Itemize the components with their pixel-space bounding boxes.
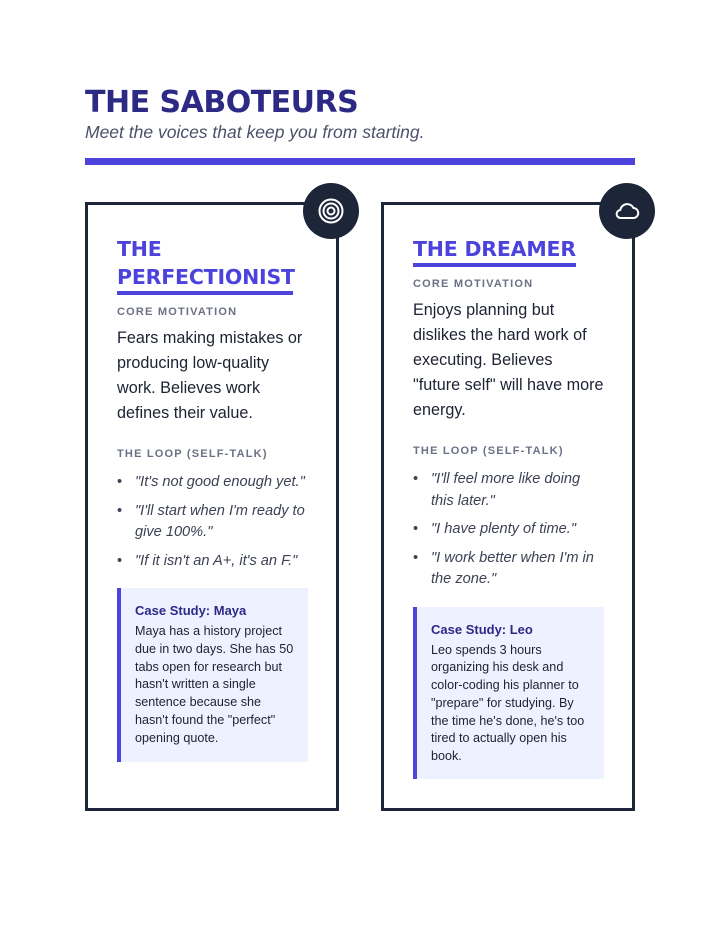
loop-label: THE LOOP (SELF-TALK) (117, 448, 268, 460)
page-header (85, 86, 636, 143)
case-study-text: Maya has a history project due in two days. She has 50 tabs open for research but hasn't written a single sentence because she hasn't found the "perfect" opening quote. (135, 624, 294, 745)
list-item: • "I'll feel more like doing this later." (413, 469, 604, 512)
case-study-box (117, 588, 308, 762)
list-item: • "If it isn't an A+, it's an F." (117, 551, 308, 573)
motivation-label: CORE MOTIVATION (117, 306, 238, 318)
cloud-icon (599, 183, 655, 239)
motivation-text: Enjoys planning but dislikes the hard work of executing. Believes "future self" will have more energy. (413, 301, 604, 419)
card-title (413, 235, 576, 267)
page-title: THE SABOTEURS (85, 85, 359, 120)
saboteur-card-dreamer (381, 202, 635, 811)
self-talk-list (413, 469, 604, 591)
case-study-title: Case Study: Leo (431, 621, 533, 637)
card-title-line-2: PERFECTIONIST (117, 265, 295, 289)
list-item: • "I have plenty of time." (413, 519, 604, 541)
saboteur-card-perfectionist (85, 202, 339, 811)
list-item: • "It's not good enough yet." (117, 472, 308, 494)
motivation-label: CORE MOTIVATION (413, 278, 534, 290)
card-title (117, 235, 293, 295)
self-talk-list (117, 472, 308, 572)
loop-label: THE LOOP (SELF-TALK) (413, 445, 564, 457)
card-title-line-1: THE (117, 237, 162, 261)
target-icon (303, 183, 359, 239)
motivation-text: Fears making mistakes or producing low-quality work. Believes work defines their value. (117, 329, 303, 422)
header-divider (85, 158, 635, 165)
case-study-title: Case Study: Maya (135, 603, 247, 618)
case-study-box (413, 607, 604, 779)
case-study-text: Leo spends 3 hours organizing his desk and color-coding his planner to "prepare" for studying. By the time he's done, he's too tired to actually open his book. (431, 642, 585, 764)
list-item: • "I'll start when I'm ready to give 100%." (117, 501, 308, 544)
page-subtitle: Meet the voices that keep you from starting. (85, 122, 425, 142)
card-title-line-1: THE DREAMER (413, 237, 576, 261)
list-item: • "I work better when I'm in the zone." (413, 548, 604, 591)
